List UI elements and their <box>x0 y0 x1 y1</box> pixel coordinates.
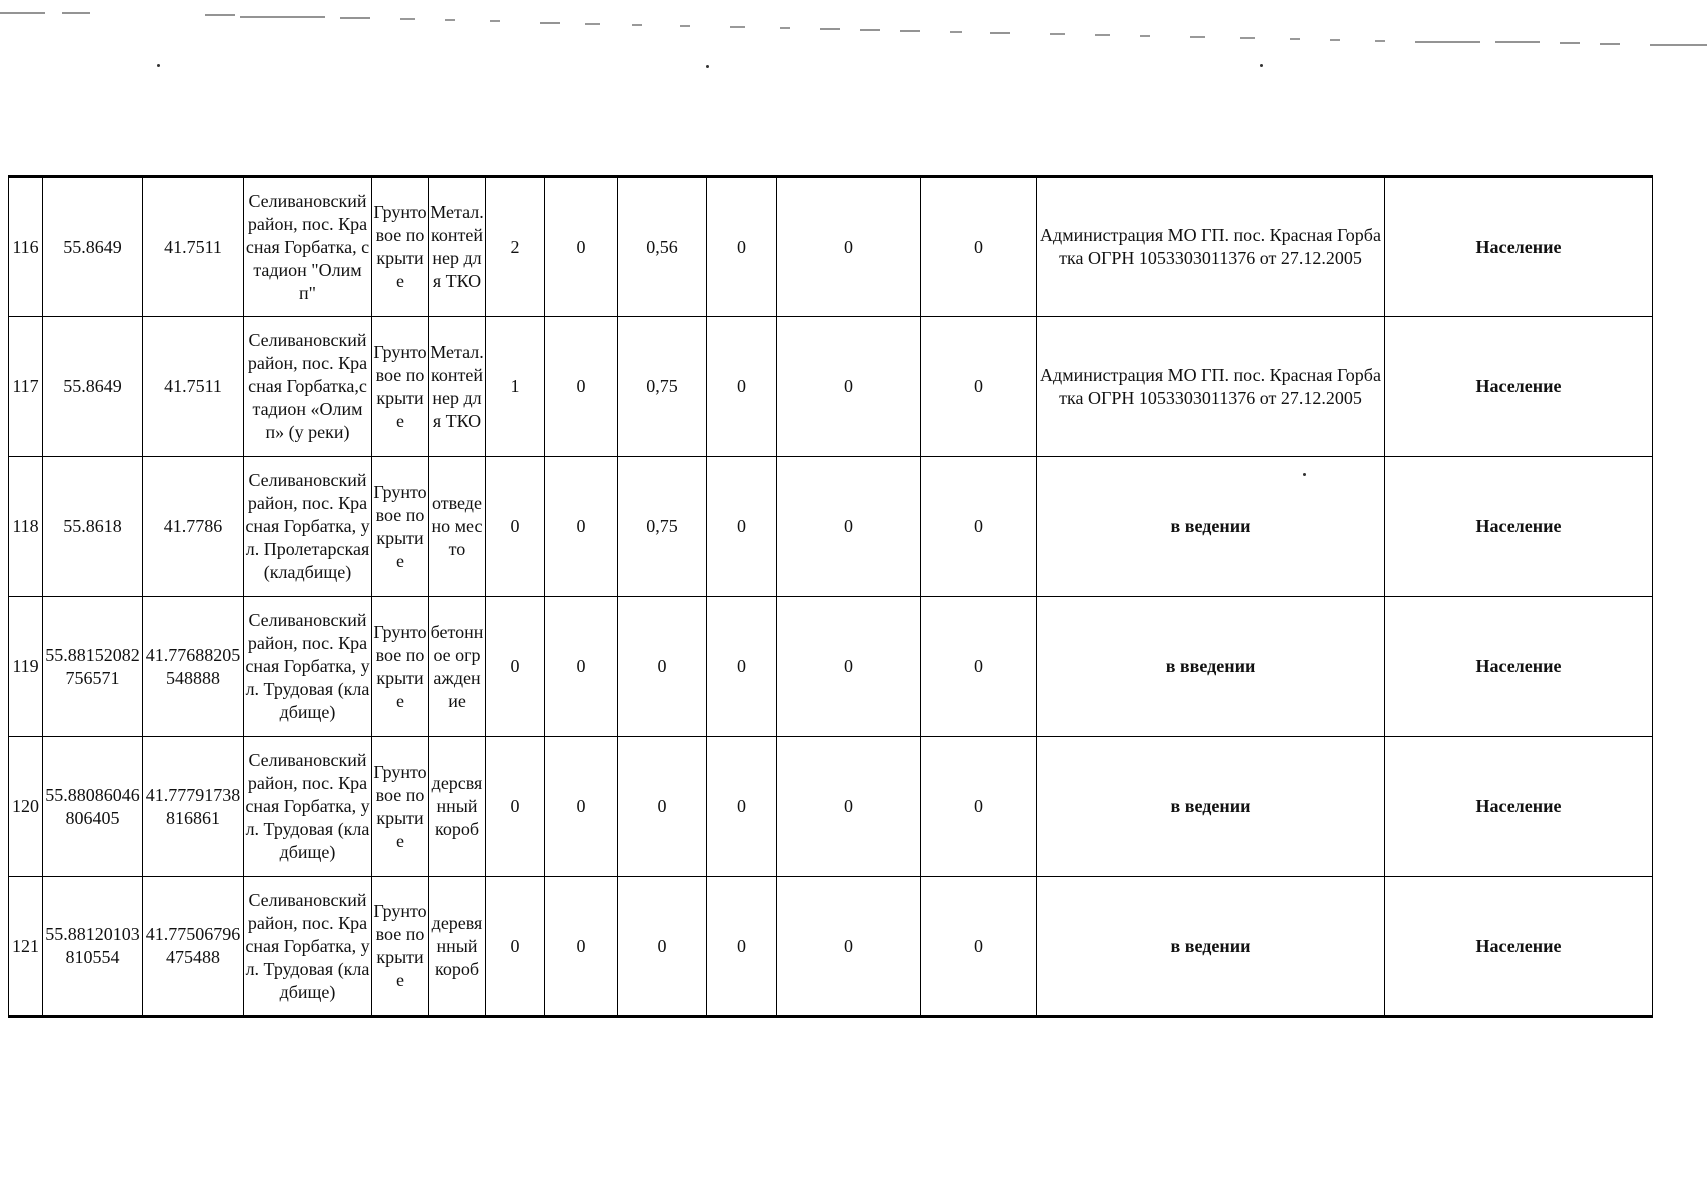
table-row <box>9 877 1653 1017</box>
row-number: 119 <box>9 597 43 737</box>
address-cell: Селивановский район, пос. Красная Горбатка, ул. Пролетарская (кладбище) <box>244 457 372 597</box>
address-cell: Селивановский район, пос. Красная Горбатка, стадион "Олимп" <box>244 177 372 317</box>
waste-source-cell: Население <box>1385 597 1653 737</box>
surface-cell: Грунтовое покрытие <box>372 317 429 457</box>
address-cell: Селивановский район, пос. Красная Горбатка,стадион «Олимп» (у реки) <box>244 317 372 457</box>
surface-cell: Грунтовое покрытие <box>372 877 429 1017</box>
latitude-cell: 55.8649 <box>43 177 143 317</box>
row-number: 117 <box>9 317 43 457</box>
container-type-cell: отведено место <box>429 457 486 597</box>
table-row <box>9 317 1653 457</box>
count-cell-4: 0 <box>707 177 777 317</box>
count-cell-4: 0 <box>707 597 777 737</box>
owner-cell: в введении <box>1037 597 1385 737</box>
latitude-cell: 55.88120103810554 <box>43 877 143 1017</box>
waste-source-cell: Население <box>1385 177 1653 317</box>
latitude-cell: 55.8618 <box>43 457 143 597</box>
address-cell: Селивановский район, пос. Красная Горбатка, ул. Трудовая (кладбище) <box>244 737 372 877</box>
container-type-cell: дерсвянный короб <box>429 737 486 877</box>
waste-site-registry-table <box>8 175 1653 1018</box>
count-cell-2: 0 <box>545 597 618 737</box>
count-cell-1: 0 <box>486 597 545 737</box>
container-type-cell: бетонное ограждение <box>429 597 486 737</box>
count-cell-1: 1 <box>486 317 545 457</box>
count-cell-6: 0 <box>921 177 1037 317</box>
count-cell-2: 0 <box>545 877 618 1017</box>
count-cell-5: 0 <box>777 317 921 457</box>
waste-source-cell: Население <box>1385 877 1653 1017</box>
row-number: 116 <box>9 177 43 317</box>
count-cell-2: 0 <box>545 737 618 877</box>
latitude-cell: 55.8649 <box>43 317 143 457</box>
volume-cell: 0,56 <box>618 177 707 317</box>
waste-source-cell: Население <box>1385 317 1653 457</box>
volume-cell: 0 <box>618 737 707 877</box>
registry-body <box>9 177 1653 1017</box>
count-cell-4: 0 <box>707 457 777 597</box>
longitude-cell: 41.7511 <box>143 317 244 457</box>
waste-source-cell: Население <box>1385 457 1653 597</box>
volume-cell: 0,75 <box>618 317 707 457</box>
count-cell-1: 2 <box>486 177 545 317</box>
owner-cell: в ведении <box>1037 457 1385 597</box>
volume-cell: 0 <box>618 877 707 1017</box>
scan-dot <box>157 64 160 67</box>
table-row <box>9 597 1653 737</box>
count-cell-2: 0 <box>545 317 618 457</box>
table-row <box>9 457 1653 597</box>
owner-cell: Администрация МО ГП. пос. Красная Горбатка ОГРН 1053303011376 от 27.12.2005 <box>1037 177 1385 317</box>
address-cell: Селивановский район, пос. Красная Горбатка, ул. Трудовая (кладбище) <box>244 597 372 737</box>
volume-cell: 0,75 <box>618 457 707 597</box>
owner-cell: в ведении <box>1037 737 1385 877</box>
surface-cell: Грунтовое покрытие <box>372 737 429 877</box>
table-row <box>9 737 1653 877</box>
surface-cell: Грунтовое покрытие <box>372 597 429 737</box>
scan-artifact-lines <box>0 0 1707 60</box>
count-cell-6: 0 <box>921 457 1037 597</box>
owner-cell: в ведении <box>1037 877 1385 1017</box>
count-cell-4: 0 <box>707 877 777 1017</box>
count-cell-5: 0 <box>777 737 921 877</box>
longitude-cell: 41.77688205548888 <box>143 597 244 737</box>
longitude-cell: 41.7511 <box>143 177 244 317</box>
count-cell-1: 0 <box>486 737 545 877</box>
count-cell-6: 0 <box>921 877 1037 1017</box>
count-cell-6: 0 <box>921 597 1037 737</box>
count-cell-5: 0 <box>777 177 921 317</box>
table-row <box>9 177 1653 317</box>
volume-cell: 0 <box>618 597 707 737</box>
owner-cell: Администрация МО ГП. пос. Красная Горбатка ОГРН 1053303011376 от 27.12.2005 <box>1037 317 1385 457</box>
count-cell-4: 0 <box>707 317 777 457</box>
longitude-cell: 41.77506796475488 <box>143 877 244 1017</box>
surface-cell: Грунтовое покрытие <box>372 177 429 317</box>
scan-dot <box>706 65 709 68</box>
count-cell-4: 0 <box>707 737 777 877</box>
surface-cell: Грунтовое покрытие <box>372 457 429 597</box>
count-cell-1: 0 <box>486 457 545 597</box>
count-cell-1: 0 <box>486 877 545 1017</box>
address-cell: Селивановский район, пос. Красная Горбатка, ул. Трудовая (кладбище) <box>244 877 372 1017</box>
row-number: 121 <box>9 877 43 1017</box>
count-cell-5: 0 <box>777 457 921 597</box>
count-cell-2: 0 <box>545 457 618 597</box>
latitude-cell: 55.88086046806405 <box>43 737 143 877</box>
count-cell-2: 0 <box>545 177 618 317</box>
row-number: 120 <box>9 737 43 877</box>
row-number: 118 <box>9 457 43 597</box>
latitude-cell: 55.88152082756571 <box>43 597 143 737</box>
longitude-cell: 41.7786 <box>143 457 244 597</box>
longitude-cell: 41.77791738816861 <box>143 737 244 877</box>
count-cell-6: 0 <box>921 737 1037 877</box>
scan-dot <box>1260 64 1263 67</box>
container-type-cell: Метал. контейнер для ТКО <box>429 177 486 317</box>
count-cell-6: 0 <box>921 317 1037 457</box>
waste-source-cell: Население <box>1385 737 1653 877</box>
container-type-cell: деревянный короб <box>429 877 486 1017</box>
container-type-cell: Метал. контейнер для ТКО <box>429 317 486 457</box>
count-cell-5: 0 <box>777 597 921 737</box>
count-cell-5: 0 <box>777 877 921 1017</box>
